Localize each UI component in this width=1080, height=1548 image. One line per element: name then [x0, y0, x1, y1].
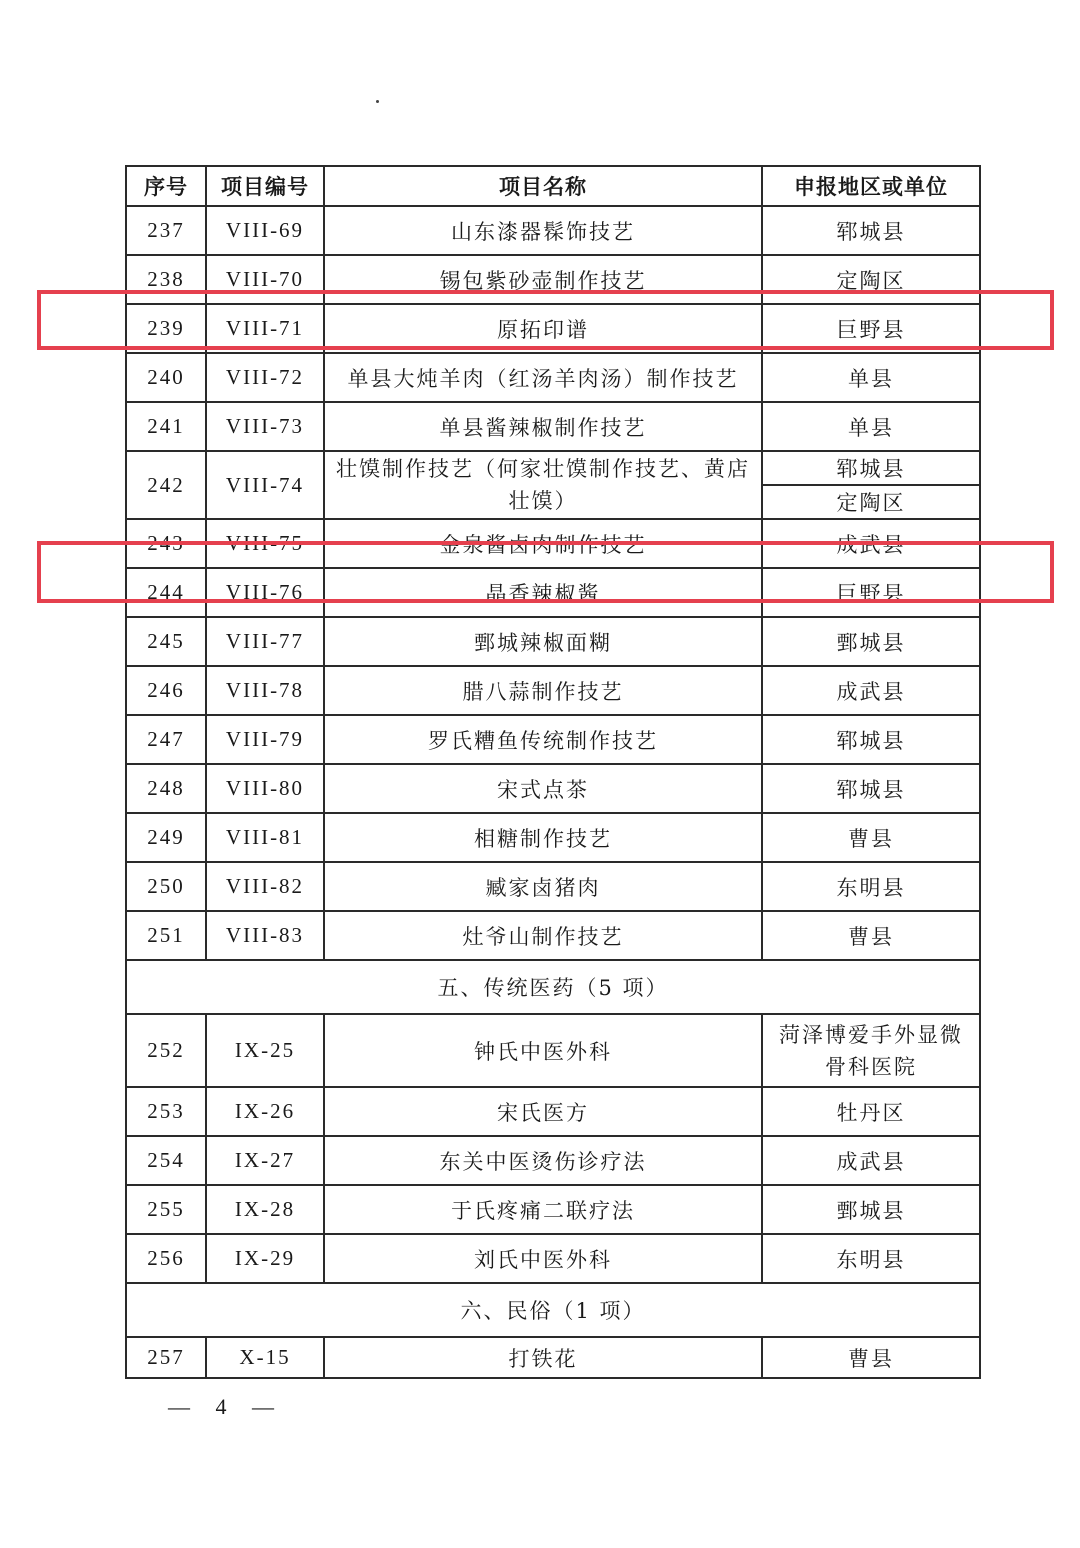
- cell-name: 罗氏糟鱼传统制作技艺: [324, 715, 762, 764]
- cell-region: 成武县: [762, 1136, 980, 1185]
- cell-name: 金泉酱卤肉制作技艺: [324, 519, 762, 568]
- table-row: [126, 353, 980, 402]
- rows-257: [126, 1337, 980, 1378]
- cell-serial: 249: [126, 813, 206, 862]
- cell-code: IX-27: [206, 1136, 324, 1185]
- cell-code: VIII-82: [206, 862, 324, 911]
- cell-serial: 248: [126, 764, 206, 813]
- cell-serial: 240: [126, 353, 206, 402]
- section-row: [126, 960, 980, 1014]
- cell-name: 山东漆器髹饰技艺: [324, 206, 762, 255]
- cell-name: 打铁花: [324, 1337, 762, 1378]
- cell-name: 壮馍制作技艺（何家壮馍制作技艺、黄店壮馍）: [324, 451, 762, 519]
- cell-code: VIII-76: [206, 568, 324, 617]
- cell-name: 钟氏中医外科: [324, 1014, 762, 1087]
- table-row: [126, 255, 980, 304]
- table-row: [126, 304, 980, 353]
- cell-name: 刘氏中医外科: [324, 1234, 762, 1283]
- table-row: [126, 206, 980, 255]
- cell-region: 鄄城县: [762, 617, 980, 666]
- cell-serial: 253: [126, 1087, 206, 1136]
- cell-region: 曹县: [762, 813, 980, 862]
- cell-region: 定陶区: [762, 485, 980, 519]
- cell-region: 鄄城县: [762, 1185, 980, 1234]
- cell-region: 单县: [762, 353, 980, 402]
- cell-name: 单县大炖羊肉（红汤羊肉汤）制作技艺: [324, 353, 762, 402]
- cell-serial: 257: [126, 1337, 206, 1378]
- cell-code: VIII-79: [206, 715, 324, 764]
- table-row: [126, 1234, 980, 1283]
- cell-serial: 242: [126, 451, 206, 519]
- cell-serial: 238: [126, 255, 206, 304]
- cell-code: VIII-81: [206, 813, 324, 862]
- cell-region: 东明县: [762, 1234, 980, 1283]
- cell-name: 锡包紫砂壶制作技艺: [324, 255, 762, 304]
- cell-code: VIII-73: [206, 402, 324, 451]
- cell-name: 臧家卤猪肉: [324, 862, 762, 911]
- cell-region: 牡丹区: [762, 1087, 980, 1136]
- table-row: [126, 1136, 980, 1185]
- cell-code: VIII-69: [206, 206, 324, 255]
- cell-code: VIII-83: [206, 911, 324, 960]
- rows-243-251: [126, 519, 980, 960]
- cell-region: 单县: [762, 402, 980, 451]
- cell-code: VIII-80: [206, 764, 324, 813]
- cell-name: 东关中医烫伤诊疗法: [324, 1136, 762, 1185]
- cell-name: 腊八蒜制作技艺: [324, 666, 762, 715]
- cell-region: 郓城县: [762, 715, 980, 764]
- cell-code: VIII-72: [206, 353, 324, 402]
- section-6-group: [126, 1283, 980, 1337]
- table-row: [126, 402, 980, 451]
- cell-code: VIII-75: [206, 519, 324, 568]
- header-serial: 序号: [126, 166, 206, 206]
- cell-code: VIII-77: [206, 617, 324, 666]
- cell-serial: 241: [126, 402, 206, 451]
- cell-region: 曹县: [762, 911, 980, 960]
- section-6-title: 六、民俗（1 项）: [126, 1283, 980, 1337]
- cell-name: 单县酱辣椒制作技艺: [324, 402, 762, 451]
- table-row: [126, 813, 980, 862]
- cell-name: 原拓印谱: [324, 304, 762, 353]
- cell-serial: 243: [126, 519, 206, 568]
- header-region: 申报地区或单位: [762, 166, 980, 206]
- scan-dot: [376, 100, 379, 103]
- cell-name: 相糖制作技艺: [324, 813, 762, 862]
- cell-code: IX-29: [206, 1234, 324, 1283]
- cell-code: VIII-71: [206, 304, 324, 353]
- table-row: [126, 1014, 980, 1087]
- cell-code: VIII-74: [206, 451, 324, 519]
- table-row: [126, 617, 980, 666]
- cell-region: 成武县: [762, 519, 980, 568]
- table-row: [126, 519, 980, 568]
- cell-serial: 245: [126, 617, 206, 666]
- table-row: [126, 1185, 980, 1234]
- rows-253-256: [126, 1087, 980, 1283]
- cell-serial: 255: [126, 1185, 206, 1234]
- page-number: — 4 —: [168, 1394, 284, 1419]
- table-row: [126, 764, 980, 813]
- cell-code: VIII-70: [206, 255, 324, 304]
- cell-region: 成武县: [762, 666, 980, 715]
- cell-region: 巨野县: [762, 568, 980, 617]
- table-row: [126, 451, 980, 485]
- cell-serial: 256: [126, 1234, 206, 1283]
- cell-region: 定陶区: [762, 255, 980, 304]
- cell-name: 灶爷山制作技艺: [324, 911, 762, 960]
- cell-serial: 247: [126, 715, 206, 764]
- header-project-name: 项目名称: [324, 166, 762, 206]
- table-row: [126, 862, 980, 911]
- row-242-group: [126, 451, 980, 519]
- cell-code: X-15: [206, 1337, 324, 1378]
- cell-region: 曹县: [762, 1337, 980, 1378]
- cell-region: 东明县: [762, 862, 980, 911]
- cell-serial: 237: [126, 206, 206, 255]
- cell-code: IX-28: [206, 1185, 324, 1234]
- table-row: [126, 666, 980, 715]
- cell-name: 宋氏医方: [324, 1087, 762, 1136]
- cell-region: 巨野县: [762, 304, 980, 353]
- table-row: [126, 568, 980, 617]
- cell-serial: 246: [126, 666, 206, 715]
- cell-code: IX-25: [206, 1014, 324, 1087]
- section-row: [126, 1283, 980, 1337]
- cell-name: 于氏疼痛二联疗法: [324, 1185, 762, 1234]
- section-5-title: 五、传统医药（5 项）: [126, 960, 980, 1014]
- cell-code: VIII-78: [206, 666, 324, 715]
- rows-237-241: [126, 206, 980, 451]
- cell-serial: 239: [126, 304, 206, 353]
- table-row: [126, 1087, 980, 1136]
- cell-serial: 251: [126, 911, 206, 960]
- cell-code: IX-26: [206, 1087, 324, 1136]
- cell-name: 鄄城辣椒面糊: [324, 617, 762, 666]
- cell-serial: 252: [126, 1014, 206, 1087]
- cell-name: 晶香辣椒酱: [324, 568, 762, 617]
- header-project-code: 项目编号: [206, 166, 324, 206]
- cell-region: 郓城县: [762, 451, 980, 485]
- section-5-group: [126, 960, 980, 1087]
- table-row: [126, 1337, 980, 1378]
- cell-name: 宋式点茶: [324, 764, 762, 813]
- cell-serial: 250: [126, 862, 206, 911]
- table-row: [126, 715, 980, 764]
- cell-region: 郓城县: [762, 206, 980, 255]
- cell-region: 郓城县: [762, 764, 980, 813]
- cell-serial: 254: [126, 1136, 206, 1185]
- cell-serial: 244: [126, 568, 206, 617]
- cell-region: 菏泽博爱手外显微骨科医院: [762, 1014, 980, 1087]
- heritage-project-table: [125, 165, 981, 1379]
- table-row: [126, 911, 980, 960]
- table-header-row: [126, 166, 980, 206]
